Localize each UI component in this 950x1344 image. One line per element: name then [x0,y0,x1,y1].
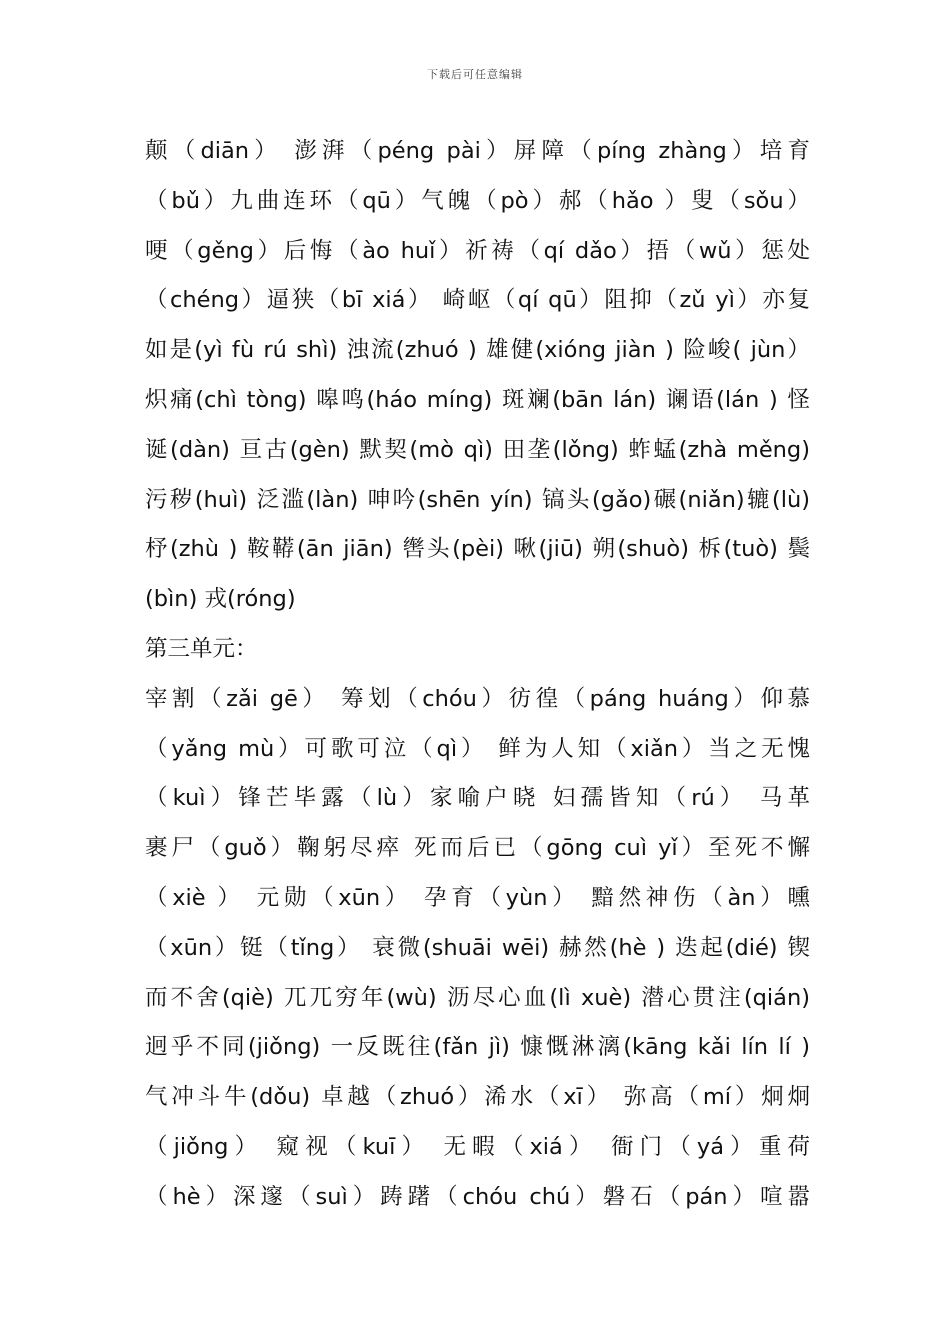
text-line: 而不舍(qiè) 兀兀穷年(wù) 沥尽心血(lì xuè) 潜心贯注(qián) [145,984,810,1011]
text-line: 哽（gěng）后悔（ào huǐ）祈祷（qí dǎo）捂（wǔ）惩处 [145,237,810,264]
text-line: 污秽(huì) 泛滥(làn) 呻吟(shēn yín) 镐头(gǎo)碾(niǎn)辘(lù) [145,486,810,513]
text-line: 杼(zhù ) 鞍鞯(ān jiān) 辔头(pèi) 啾(jiū) 朔(shuò) 柝(tuò) 鬓 [145,536,810,563]
text-line: 迥乎不同(jiǒng) 一反既往(fǎn jì) 慷慨淋漓(kāng kǎi lín lí ) [145,1034,810,1061]
text-line: 颠（diān） 澎湃（péng pài）屏障（píng zhàng）培育 [145,138,810,164]
text-line: 如是(yì fù rú shì) 浊流(zhuó ) 雄健(xióng jiàn ) 险峻( jùn） [145,337,810,364]
text-line: （xūn）铤（tǐng） 衰微(shuāi wēi) 赫然(hè ) 迭起(dié) 锲 [145,934,810,961]
page-header: 下载后可任意编辑 [427,68,523,81]
text-line: (bìn) 戎(róng) [145,586,296,613]
text-line: （yǎng mù）可歌可泣（qì） 鲜为人知（xiǎn）当之无愧 [145,735,810,762]
vocabulary-text [145,127,810,1223]
text-line: 炽痛(chì tòng) 嗥鸣(háo míng) 斑斓(bān lán) 谰语(lán ) 怪 [145,386,810,413]
text-line: （hè）深邃（suì）踌躇（chóu chú）磐石（pán）喧嚣 [145,1183,810,1210]
text-line: 气冲斗牛(dǒu) 卓越（zhuó）浠水（xī） 弥高（mí）炯炯 [145,1084,810,1111]
text-line: 宰割（zǎi gē） 筹划（chóu）彷徨（páng huáng）仰慕 [145,685,810,712]
text-line: （jiǒng） 窥视（kuī） 无暇（xiá） 衙门（yá）重荷 [145,1133,810,1160]
text-line: 诞(dàn) 亘古(gèn) 默契(mò qì) 田垄(lǒng) 蚱蜢(zhà měng) [145,436,810,463]
text-line: （xiè ） 元勋（xūn） 孕育（yùn） 黯然神伤（àn）曛 [145,884,810,911]
text-line: （chéng）逼狭（bī xiá） 崎岖（qí qū）阻抑（zǔ yì）亦复 [145,287,810,314]
text-line: （bǔ）九曲连环（qū）气魄（pò）郝（hǎo ）叟（sǒu） [145,187,810,214]
section-heading: 第三单元： [145,635,258,662]
text-line: 裹尸（guǒ）鞠躬尽瘁 死而后已（gōng cuì yǐ）至死不懈 [145,835,810,862]
text-line: （kuì）锋芒毕露（lù）家喻户晓 妇孺皆知（rú） 马革 [145,785,810,812]
